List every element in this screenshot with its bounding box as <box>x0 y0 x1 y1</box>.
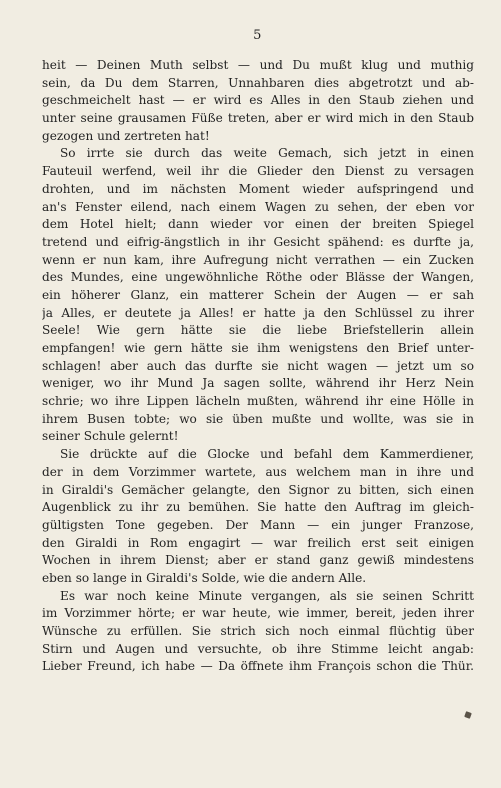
text-line: des Mundes, eine ungewöhnliche Röthe oder Blässe der Wangen, <box>42 270 474 285</box>
text-line: seiner Schule gelernt! <box>42 429 179 444</box>
text-line: an's Fenster eilend, nach einem Wagen zu sehen, der eben vor <box>42 199 474 214</box>
text-line: drohten, und im nächsten Moment wieder aufspringend und <box>42 181 474 196</box>
text-line: Sie drückte auf die Glocke und befahl dem Kammerdiener, <box>60 447 474 462</box>
text-line: unter seine grausamen Füße treten, aber er wird mich in den Staub <box>42 111 474 126</box>
text-line: So irrte sie durch das weite Gemach, sich jetzt in einen <box>60 146 474 161</box>
printer-mark <box>464 711 472 719</box>
text-line: dem Hotel hielt; dann wieder vor einen der breiten Spiegel <box>42 217 474 232</box>
text-line: gültigsten Tone gegeben. Der Mann — ein junger Franzose, <box>42 517 474 532</box>
text-line: Fauteuil werfend, weil ihr die Glieder den Dienst zu versagen <box>42 164 474 179</box>
text-line: in Giraldi's Gemächer gelangte, den Signor zu bitten, sich einen <box>42 482 474 497</box>
text-line: ihrem Busen tobte; wo sie üben mußte und wollte, was sie in <box>42 411 474 426</box>
text-line: geschmeichelt hast — er wird es Alles in den Staub ziehen und <box>42 93 474 108</box>
text-line: ein höherer Glanz, ein matterer Schein der Augen — er sah <box>42 287 474 302</box>
text-line: tretend und eifrig-ängstlich in ihr Gesicht spähend: es durfte ja, <box>42 234 474 249</box>
text-line: sein, da Du dem Starren, Unnahbaren dies abgetrotzt und ab- <box>42 75 474 90</box>
text-line: schlagen! aber auch das durfte sie nicht wagen — jetzt um so <box>42 358 474 373</box>
text-line: Seele! Wie gern hätte sie die liebe Briefstellerin allein <box>42 323 474 338</box>
text-line: Wünsche zu erfüllen. Sie strich sich noch einmal flüchtig über <box>42 624 474 638</box>
text-line: weniger, wo ihr Mund Ja sagen sollte, während ihr Herz Nein <box>42 376 474 391</box>
text-line: Es war noch keine Minute vergangen, als sie seinen Schritt <box>60 588 474 603</box>
text-line: der in dem Vorzimmer wartete, aus welchem man in ihre und <box>42 464 474 479</box>
text-line: wenn er nun kam, ihre Aufregung nicht verrathen — ein Zucken <box>42 252 474 267</box>
text-line: gezogen und zertreten hat! <box>42 128 210 143</box>
text-line: Stirn und Augen und versuchte, ob ihre Stimme leicht angab: <box>42 641 474 656</box>
text-line: Augenblick zu ihr zu bemühen. Sie hatte den Auftrag im gleich- <box>42 500 474 515</box>
text-line: im Vorzimmer hörte; er war heute, wie immer, bereit, jeden ihrer <box>42 606 474 621</box>
page-number: 5 <box>253 28 262 43</box>
text-line: heit — Deinen Muth selbst — und Du mußt klug und muthig <box>42 58 474 72</box>
text-line: eben so lange in Giraldi's Solde, wie die andern Alle. <box>42 570 367 585</box>
text-line: schrie; wo ihre Lippen lächeln mußten, während ihr eine Hölle in <box>42 394 474 409</box>
text-line: den Giraldi in Rom engagirt — war freilich erst seit einigen <box>42 535 474 550</box>
text-line: empfangen! wie gern hätte sie ihm wenigstens den Brief unter- <box>42 341 474 355</box>
body-text <box>42 57 474 676</box>
text-line: Wochen in ihrem Dienst; aber er stand ganz gewiß mindestens <box>42 553 474 568</box>
text-line: ja Alles, er deutete ja Alles! er hatte ja den Schlüssel zu ihrer <box>42 305 474 320</box>
text-line: Lieber Freund, ich habe — Da öffnete ihm François schon die Thür. <box>42 659 474 674</box>
